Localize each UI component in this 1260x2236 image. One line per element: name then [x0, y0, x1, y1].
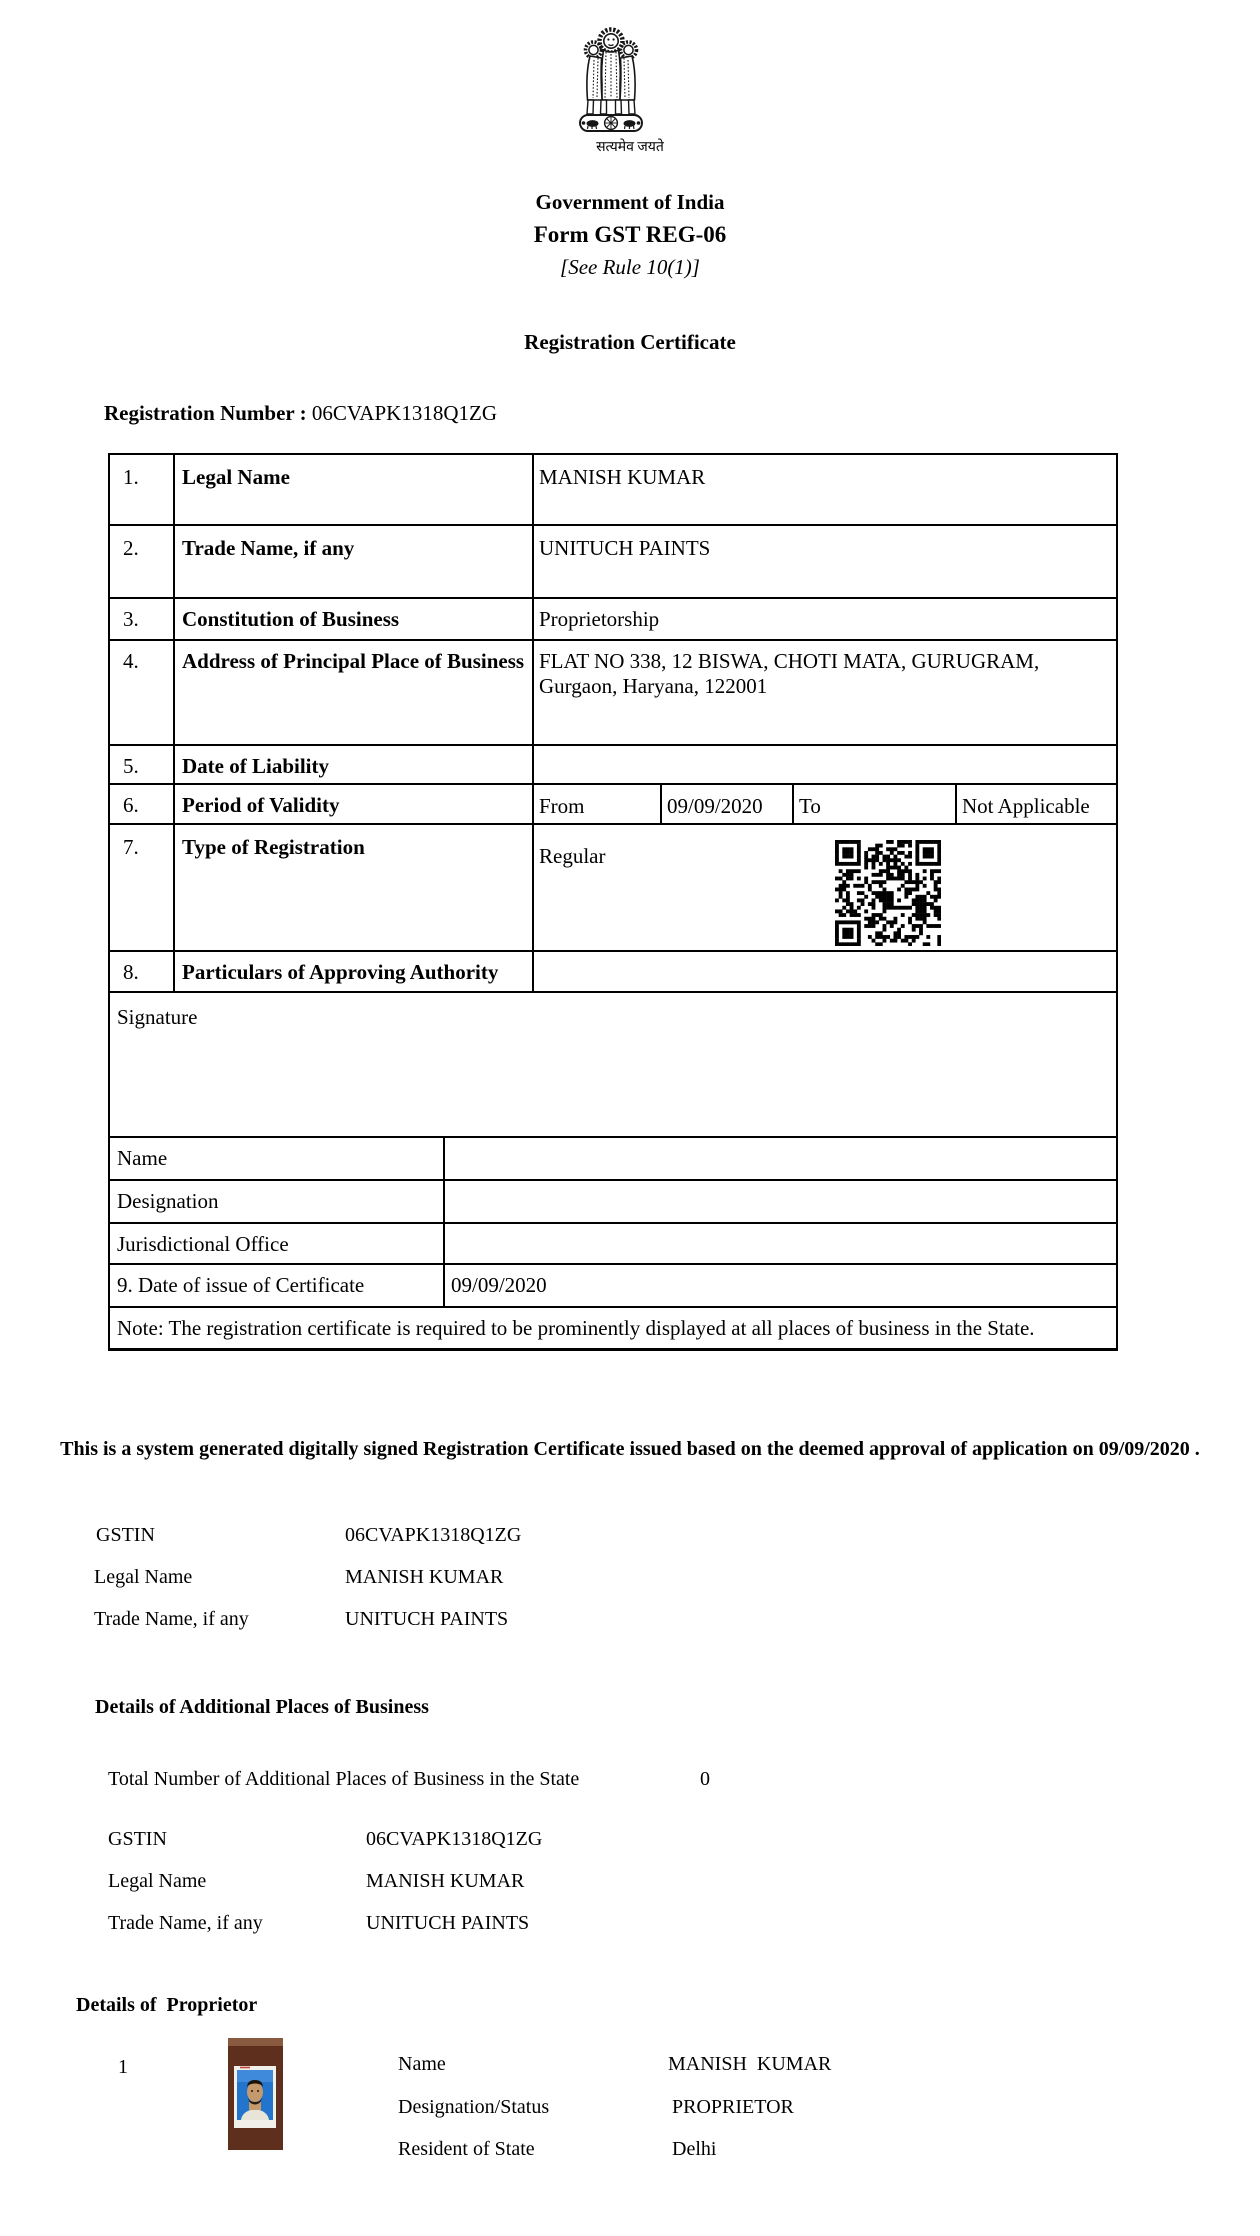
- footer-value: [445, 1138, 1116, 1179]
- registration-number-label: Registration Number :: [104, 401, 307, 425]
- row-number: 1.: [110, 455, 175, 524]
- trade-name-value: UNITUCH PAINTS: [345, 1608, 509, 1630]
- row-label: Period of Validity: [175, 785, 534, 823]
- row-label: Trade Name, if any: [175, 526, 534, 597]
- footer-value: [445, 1224, 1116, 1263]
- validity-from-label: From: [534, 785, 662, 823]
- certificate-title: Registration Certificate: [524, 330, 736, 354]
- row-value: [534, 952, 1116, 991]
- row-value: FLAT NO 338, 12 BISWA, CHOTI MATA, GURUGRAM, Gurgaon, Haryana, 122001: [539, 649, 1040, 698]
- row-number: 7.: [110, 825, 175, 950]
- proprietor-index: 1: [118, 2056, 128, 2078]
- note-row: [110, 1308, 1116, 1348]
- proprietor-heading: Details of Proprietor: [76, 1994, 258, 2016]
- footer-row-jurisdictional-office: [110, 1224, 1116, 1265]
- gstin-value: 06CVAPK1318Q1ZG: [366, 1828, 543, 1850]
- proprietor-designation-value: PROPRIETOR: [672, 2096, 794, 2118]
- row-value: UNITUCH PAINTS: [539, 536, 711, 560]
- legal-name-value: MANISH KUMAR: [366, 1870, 525, 1892]
- gstin-label: GSTIN: [108, 1828, 167, 1850]
- rule-reference: [See Rule 10(1)]: [560, 255, 700, 279]
- row-value: MANISH KUMAR: [539, 465, 706, 489]
- row-value: Proprietorship: [539, 607, 660, 631]
- proprietor-state-label: Resident of State: [398, 2138, 535, 2160]
- note-text: Note: The registration certificate is required to be prominently displayed at all places of business in the State.: [117, 1316, 1035, 1340]
- footer-label: Jurisdictional Office: [110, 1224, 445, 1263]
- qr-code: [835, 840, 941, 946]
- table-row: [110, 641, 1116, 746]
- certificate-table: [108, 453, 1118, 1351]
- legal-name-label: Legal Name: [94, 1566, 193, 1588]
- proprietor-designation-label: Designation/Status: [398, 2096, 550, 2118]
- total-additional-places-value: 0: [700, 1768, 710, 1790]
- row-value: [534, 746, 1116, 783]
- additional-places-heading: Details of Additional Places of Business: [95, 1696, 429, 1718]
- gstin-value: 06CVAPK1318Q1ZG: [345, 1524, 522, 1546]
- registration-number-value: 06CVAPK1318Q1ZG: [311, 401, 497, 425]
- row-number: 3.: [110, 599, 175, 639]
- row-value: Regular: [539, 844, 606, 868]
- india-national-emblem-icon: [575, 26, 647, 138]
- validity-to-label: To: [794, 785, 957, 823]
- row-label: Constitution of Business: [175, 599, 534, 639]
- footer-row-name: [110, 1138, 1116, 1181]
- footer-value: 09/09/2020: [451, 1273, 547, 1297]
- legal-name-label: Legal Name: [108, 1870, 207, 1892]
- proprietor-state-value: Delhi: [672, 2138, 717, 2160]
- footer-label: 9. Date of issue of Certificate: [110, 1265, 445, 1306]
- registration-number-line: [104, 401, 497, 425]
- table-row: [110, 526, 1116, 599]
- table-row: [110, 952, 1116, 993]
- government-title: Government of India: [535, 190, 725, 214]
- form-title: Form GST REG-06: [533, 222, 727, 247]
- row-label: Address of Principal Place of Business: [175, 641, 534, 744]
- proprietor-name-label: Name: [398, 2053, 446, 2075]
- row-label: Legal Name: [175, 455, 534, 524]
- footer-row-date-of-issue: [110, 1265, 1116, 1308]
- row-label: Particulars of Approving Authority: [175, 952, 534, 991]
- validity-to-value: Not Applicable: [962, 794, 1090, 818]
- proprietor-name-value: MANISH KUMAR: [668, 2053, 832, 2075]
- proprietor-photo: [228, 2038, 283, 2150]
- footer-row-designation: [110, 1181, 1116, 1224]
- total-additional-places-label: Total Number of Additional Places of Business in the State: [108, 1768, 580, 1790]
- row-label: Date of Liability: [175, 746, 534, 783]
- trade-name-label: Trade Name, if any: [94, 1608, 249, 1630]
- table-row: [110, 746, 1116, 785]
- system-generated-statement: This is a system generated digitally signed Registration Certificate issued based on the deemed approval of application on 09/09/2020 .: [60, 1438, 1200, 1460]
- row-number: 6.: [110, 785, 175, 823]
- trade-name-label: Trade Name, if any: [108, 1912, 263, 1934]
- signature-label: Signature: [117, 1005, 198, 1029]
- footer-label: Designation: [110, 1181, 445, 1222]
- row-label: Type of Registration: [175, 825, 534, 950]
- gstin-label: GSTIN: [96, 1524, 155, 1546]
- emblem-motto: सत्यमेव जयते: [596, 140, 664, 155]
- row-number: 8.: [110, 952, 175, 991]
- table-row-period-of-validity: [110, 785, 1116, 825]
- table-row: [110, 599, 1116, 641]
- table-row: [110, 455, 1116, 526]
- row-number: 5.: [110, 746, 175, 783]
- legal-name-value: MANISH KUMAR: [345, 1566, 504, 1588]
- footer-value: [445, 1181, 1116, 1222]
- row-number: 4.: [110, 641, 175, 744]
- table-row-type-of-registration: [110, 825, 1116, 952]
- signature-row: [110, 993, 1116, 1138]
- validity-from-value: 09/09/2020: [662, 785, 794, 823]
- row-number: 2.: [110, 526, 175, 597]
- footer-label: Name: [110, 1138, 445, 1179]
- trade-name-value: UNITUCH PAINTS: [366, 1912, 530, 1934]
